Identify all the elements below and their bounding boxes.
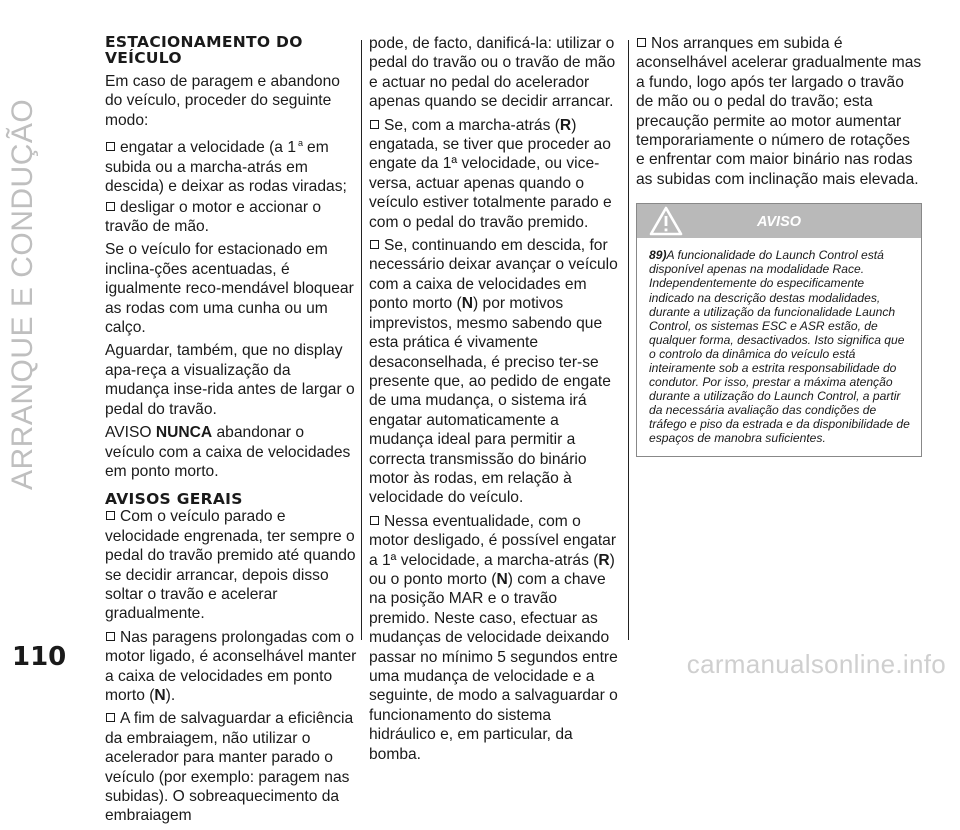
column-2 — [369, 34, 621, 768]
watermark: carmanualsonline.info — [686, 649, 946, 679]
checkbox-bullet-icon — [370, 240, 379, 249]
checkbox-bullet-icon — [370, 120, 379, 129]
chapter-side-title: ARRANQUE E CONDUÇÃO — [6, 98, 39, 490]
list-item: desligar o motor e accionar o travão de mão. — [105, 198, 322, 236]
checkbox-bullet-icon — [106, 202, 115, 211]
paragraph-display: Aguardar, também, que no display apa-reça a visualização da mudança inse-rida antes de largar o pedal do travão. — [105, 342, 355, 418]
warning-box-body: 89)A funcionalidade do Launch Control está disponível apenas na modalidade Race. Independentemente do especificamente indicado na descrição destas modalidades, durante a utilização da funcionalidade Launch Control, os sistemas ESC e ASR estão, de qualquer forma, desactivados. Isto significa que o controlo da dinâmica do veículo está inteiramente sob a estrita responsabilidade do condutor. Por isso, prestar a máxima atenção durante a utilização do Launch Control, a partir da necessária avaliação das condições de tráfego e piso da estrada e da disponibilidade de espaços de manobra suficientes. — [649, 248, 910, 446]
checkbox-bullet-icon — [106, 142, 115, 151]
checkbox-bullet-icon — [106, 713, 115, 722]
column-3 — [636, 34, 922, 457]
warning-box-header — [637, 204, 921, 238]
intro-paragraph: Em caso de paragem e abandono do veículo, proceder do seguinte modo: — [105, 73, 340, 129]
warning-box-title: AVISO — [756, 214, 802, 231]
section-heading-general-warnings: AVISOS GERAIS — [105, 490, 243, 509]
warning-box — [636, 203, 922, 456]
paragraph-incline: Se o veículo for estacionado em inclina-ções acentuadas, é igualmente reco-mendável bloquear as rodas com uma cunha ou um calço. — [105, 241, 354, 337]
list-item: Nas paragens prolongadas com o motor ligado, é aconselhável manter a caixa de velocidades em ponto morto (N). — [105, 628, 357, 704]
paragraph-continuation: pode, de facto, danificá-la: utilizar o pedal do travão ou o travão de mão e actuar no pedal do acelerador apenas quando se decidir arrancar. — [369, 35, 616, 111]
page-number: 110 — [12, 642, 67, 672]
list-item: Com o veículo parado e velocidade engrenada, ter sempre o pedal do travão premido até quando se decidir arrancar, depois disso soltar o travão e acelerar gradualmente. — [105, 508, 356, 623]
warning-number: 89) — [649, 248, 667, 263]
column-1 — [105, 34, 357, 830]
checkbox-bullet-icon — [370, 516, 379, 525]
list-item: Nessa eventualidade, com o motor desligado, é possível engatar a 1ª velocidade, a marcha-atrás (R) ou o ponto morto (N) com a chave na posição MAR e o travão premido. Neste caso, efectuar as mudanças de velocidade deixando passar no mínimo 5 segundos entre uma mudança de velocidade e a seguinte, de modo a salvaguardar o funcionamento do sistema hidráulico e, em particular, da bomba. — [369, 512, 618, 763]
checkbox-bullet-icon — [106, 511, 115, 520]
checkbox-bullet-icon — [637, 38, 646, 47]
section-heading-parking: ESTACIONAMENTO DO VEÍCULO — [105, 33, 303, 67]
list-item: Nos arranques em subida é aconselhável acelerar gradualmente mas a fundo, logo após ter largado o travão de mão ou o pedal do travão; esta precaução permite ao motor aumentar temporariamente o número de rotações e enfrentar com maior binário nas rodas as subidas com inclinação mais elevada. — [636, 35, 922, 188]
paragraph-warning-nunca: AVISO NUNCA abandonar o veículo com a caixa de velocidades em ponto morto. — [105, 424, 351, 480]
list-item: Se, continuando em descida, for necessário deixar avançar o veículo com a caixa de velocidades em ponto morto (N) por motivos imprevistos, mesmo sabendo que esta prática é vivamente desaconselhada, é preciso ter-se presente que, ao pedido de engate de uma mudança, o sistema irá engatar automaticamente a mudança ideal para permitir a correcta transmissão do binário motor às rodas, em relação à velocidade do veículo. — [369, 237, 618, 507]
list-item: Se, com a marcha-atrás (R) engatada, se tiver que proceder ao engate da 1ª velocidade, ou vice-versa, actuar apenas quando o veículo estiver totalmente parado e com o pedal do travão premido. — [369, 116, 612, 231]
list-item: A fim de salvaguardar a eficiência da embraiagem, não utilizar o acelerador para manter parado o veículo (por exemplo: paragem nas subidas). O sobreaquecimento da embraiagem — [105, 710, 354, 825]
column-divider — [361, 40, 362, 640]
column-divider — [628, 40, 629, 640]
list-item: engatar a velocidade (a 1 $^a$ em subida ou a marcha-atrás em descida) e deixar as rodas viradas; — [105, 138, 347, 196]
checkbox-bullet-icon — [106, 632, 115, 641]
